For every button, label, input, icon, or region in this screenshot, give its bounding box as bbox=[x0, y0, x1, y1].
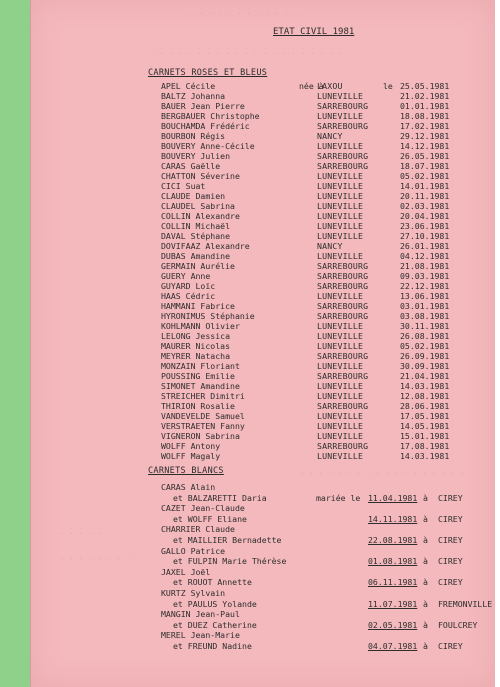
birth-date: 21.04.1981 bbox=[400, 371, 450, 381]
birth-place: SARREBOURG bbox=[317, 301, 369, 311]
birth-date: 14.05.1981 bbox=[400, 421, 450, 431]
birth-name: CLAUDEL Sabrina bbox=[161, 201, 235, 211]
birth-date: 22.12.1981 bbox=[400, 281, 450, 291]
birth-place: LUNEVILLE bbox=[317, 381, 364, 391]
birth-place: SARREBOURG bbox=[317, 311, 369, 321]
marriage-groom: CAZET Jean-Claude bbox=[161, 503, 245, 514]
birth-name: GUERY Anne bbox=[161, 271, 211, 281]
birth-place: NANCY bbox=[317, 241, 343, 251]
birth-date: 04.12.1981 bbox=[400, 251, 450, 261]
birth-name: THIRION Rosalie bbox=[161, 401, 235, 411]
birth-place: LUNEVILLE bbox=[317, 341, 364, 351]
birth-name: BOURBON Régis bbox=[161, 131, 226, 141]
bleed-through-text: · · · · · bbox=[60, 530, 103, 538]
birth-name: CICI Suat bbox=[161, 181, 206, 191]
bleed-through-text: · · · · · · · · bbox=[60, 555, 131, 563]
marriage-bride: et ROUOT Annette bbox=[173, 577, 252, 588]
birth-name: MAURER Nicolas bbox=[161, 341, 231, 351]
birth-date: 23.06.1981 bbox=[400, 221, 450, 231]
birth-place: LUNEVILLE bbox=[317, 201, 364, 211]
marriage-date: 11.04.1981 bbox=[368, 492, 418, 503]
birth-name: CLAUDE Damien bbox=[161, 191, 226, 201]
birth-date: 14.01.1981 bbox=[400, 181, 450, 191]
birth-place: LUNEVILLE bbox=[317, 221, 364, 231]
marriage-groom: KURTZ Sylvain bbox=[161, 588, 226, 598]
birth-date: 26.01.1981 bbox=[400, 241, 450, 251]
marriage-place: FOULCREY bbox=[438, 619, 478, 630]
marriage-groom: MANGIN Jean-Paul bbox=[161, 609, 240, 620]
birth-place: LUNEVILLE bbox=[317, 321, 364, 331]
birth-place: LUNEVILLE bbox=[317, 421, 364, 431]
birth-name: POUSSING Emilie bbox=[161, 371, 235, 381]
birth-name: BOUCHAMDA Frédéric bbox=[161, 121, 250, 131]
marriage-place: FREMONVILLE bbox=[438, 598, 493, 609]
a-label: à bbox=[423, 619, 428, 630]
birth-name: VERSTRAETEN Fanny bbox=[161, 421, 245, 431]
birth-name: STREICHER Dimitri bbox=[161, 391, 245, 401]
birth-place: LUNEVILLE bbox=[317, 391, 364, 401]
a-label: à bbox=[423, 577, 428, 588]
birth-name: CARAS Gaëlle bbox=[161, 161, 221, 171]
birth-date: 28.06.1981 bbox=[400, 401, 450, 411]
birth-date: 18.08.1981 bbox=[400, 111, 450, 121]
marriage-date: 04.07.1981 bbox=[368, 640, 418, 651]
document-title: ETAT CIVIL 1981 bbox=[273, 27, 355, 37]
birth-name: BERGBAUER Christophe bbox=[161, 111, 260, 121]
birth-name: HYRONIMUS Stéphanie bbox=[161, 311, 255, 321]
birth-name: KOHLMANN Olivier bbox=[161, 321, 240, 331]
birth-place: LUNEVILLE bbox=[317, 411, 364, 421]
birth-date: 13.06.1981 bbox=[400, 291, 450, 301]
marriage-bride: et FULPIN Marie Thérèse bbox=[173, 556, 287, 567]
birth-name: HAAS Cédric bbox=[161, 291, 216, 301]
marriage-bride: et FREUND Nadine bbox=[173, 640, 252, 651]
birth-place: LUNEVILLE bbox=[317, 191, 364, 201]
birth-date: 26.05.1981 bbox=[400, 151, 450, 161]
a-label: à bbox=[423, 556, 428, 567]
birth-place: LUNEVILLE bbox=[317, 171, 364, 181]
birth-name: WOLFF Magaly bbox=[161, 451, 221, 461]
nee-label: née à bbox=[299, 81, 324, 91]
marriage-groom: MEREL Jean-Marie bbox=[161, 630, 240, 641]
green-sheet-edge bbox=[0, 0, 30, 687]
birth-date: 14.03.1981 bbox=[400, 451, 450, 461]
birth-date: 26.08.1981 bbox=[400, 331, 450, 341]
birth-name: APEL Cécile bbox=[161, 81, 216, 91]
birth-name: GERMAIN Aurélie bbox=[161, 261, 235, 271]
birth-name: CHATTON Séverine bbox=[161, 171, 240, 181]
marriage-groom: CARAS Alain bbox=[161, 482, 216, 492]
birth-place: SARREBOURG bbox=[317, 101, 369, 111]
birth-name: COLLIN Alexandre bbox=[161, 211, 240, 221]
marriage-date: 01.08.1981 bbox=[368, 556, 418, 567]
birth-name: DUBAS Amandine bbox=[161, 251, 231, 261]
birth-place: LUNEVILLE bbox=[317, 451, 364, 461]
birth-name: BALTZ Johanna bbox=[161, 91, 226, 101]
a-label: à bbox=[423, 492, 428, 503]
birth-date: 18.07.1981 bbox=[400, 161, 450, 171]
birth-date: 25.05.1981 bbox=[400, 81, 450, 91]
marriage-place: CIREY bbox=[438, 513, 463, 524]
birth-date: 17.08.1981 bbox=[400, 441, 450, 451]
birth-name: WOLFF Antony bbox=[161, 441, 221, 451]
birth-place: NANCY bbox=[317, 131, 343, 141]
birth-date: 21.08.1981 bbox=[400, 261, 450, 271]
bleed-through-text: · · · · · · · · · · · · · · · · · · · · · bbox=[150, 50, 344, 58]
marriage-bride: et BALZARETTI Daria bbox=[173, 492, 267, 503]
birth-date: 20.11.1981 bbox=[400, 191, 450, 201]
le-label: le bbox=[383, 81, 393, 91]
birth-place: LUNEVILLE bbox=[317, 231, 364, 241]
birth-place: LUNEVILLE bbox=[317, 291, 364, 301]
birth-name: BOUVERY Anne-Cécile bbox=[161, 141, 255, 151]
birth-place: SARREBOURG bbox=[317, 151, 369, 161]
birth-place: LUNEVILLE bbox=[317, 331, 364, 341]
birth-date: 02.03.1981 bbox=[400, 201, 450, 211]
bleed-through-text: · · · · · · · · · · · · · · · · · · bbox=[300, 470, 466, 478]
a-label: à bbox=[423, 513, 428, 524]
birth-date: 03.08.1981 bbox=[400, 311, 450, 321]
birth-date: 26.09.1981 bbox=[400, 351, 450, 361]
birth-date: 17.05.1981 bbox=[400, 411, 450, 421]
birth-place: LUNEVILLE bbox=[317, 431, 364, 441]
birth-place: SARREBOURG bbox=[317, 351, 369, 361]
birth-name: BAUER Jean Pierre bbox=[161, 101, 245, 111]
marriage-bride: et DUEZ Catherine bbox=[173, 619, 257, 630]
birth-name: MONZAIN Floriant bbox=[161, 361, 240, 371]
marriage-place: CIREY bbox=[438, 556, 463, 567]
birth-date: 14.03.1981 bbox=[400, 381, 450, 391]
birth-place: SARREBOURG bbox=[317, 401, 369, 411]
section-heading-marriages: CARNETS BLANCS bbox=[148, 466, 224, 476]
marriage-date: 14.11.1981 bbox=[368, 513, 418, 524]
birth-date: 15.01.1981 bbox=[400, 431, 450, 441]
birth-date: 05.02.1981 bbox=[400, 171, 450, 181]
birth-name: GUYARD Loïc bbox=[161, 281, 216, 291]
marriage-bride: et WOLFF Eliane bbox=[173, 513, 247, 524]
birth-name: MEYRER Natacha bbox=[161, 351, 231, 361]
marriage-bride: et PAULUS Yolande bbox=[173, 598, 257, 609]
birth-place: LUNEVILLE bbox=[317, 91, 364, 101]
birth-place: LUNEVILLE bbox=[317, 111, 364, 121]
birth-date: 03.01.1981 bbox=[400, 301, 450, 311]
birth-name: BOUVERY Julien bbox=[161, 151, 231, 161]
birth-place: LUNEVILLE bbox=[317, 141, 364, 151]
birth-name: VIGNERON Sabrina bbox=[161, 431, 240, 441]
birth-name: DAVAL Stéphane bbox=[161, 231, 231, 241]
marriage-date: 06.11.1981 bbox=[368, 577, 418, 588]
birth-place: SARREBOURG bbox=[317, 441, 369, 451]
birth-name: DOVIFAAZ Alexandre bbox=[161, 241, 250, 251]
marriage-groom: CHARRIER Claude bbox=[161, 524, 235, 535]
birth-place: LUNEVILLE bbox=[317, 181, 364, 191]
birth-date: 12.08.1981 bbox=[400, 391, 450, 401]
birth-date: 17.02.1981 bbox=[400, 121, 450, 131]
marriage-bride: et MAILLIER Bernadette bbox=[173, 534, 282, 545]
birth-name: COLLIN Michaël bbox=[161, 221, 231, 231]
marriage-place: CIREY bbox=[438, 577, 463, 588]
a-label: à bbox=[423, 598, 428, 609]
birth-name: HAMMANI Fabrice bbox=[161, 301, 235, 311]
birth-place: SARREBOURG bbox=[317, 121, 369, 131]
birth-date: 20.04.1981 bbox=[400, 211, 450, 221]
birth-date: 14.12.1981 bbox=[400, 141, 450, 151]
mariee-label: mariée le bbox=[316, 492, 361, 503]
marriage-place: CIREY bbox=[438, 640, 463, 651]
marriage-date: 02.05.1981 bbox=[368, 619, 418, 630]
birth-date: 05.02.1981 bbox=[400, 341, 450, 351]
birth-date: 30.11.1981 bbox=[400, 321, 450, 331]
birth-date: 21.02.1981 bbox=[400, 91, 450, 101]
birth-place: SARREBOURG bbox=[317, 281, 369, 291]
section-heading-births: CARNETS ROSES ET BLEUS bbox=[148, 68, 268, 78]
a-label: à bbox=[423, 640, 428, 651]
birth-date: 27.10.1981 bbox=[400, 231, 450, 241]
birth-date: 01.01.1981 bbox=[400, 101, 450, 111]
birth-place: SARREBOURG bbox=[317, 271, 369, 281]
birth-date: 30.09.1981 bbox=[400, 361, 450, 371]
birth-place: SARREBOURG bbox=[317, 261, 369, 271]
a-label: à bbox=[423, 534, 428, 545]
birth-date: 29.12.1981 bbox=[400, 131, 450, 141]
marriage-place: CIREY bbox=[438, 492, 463, 503]
birth-place: LUNEVILLE bbox=[317, 211, 364, 221]
birth-name: SIMONET Amandine bbox=[161, 381, 240, 391]
marriage-date: 22.08.1981 bbox=[368, 534, 418, 545]
bleed-through-text: · · · · · · · · · · · · bbox=[190, 10, 299, 18]
marriage-date: 11.07.1981 bbox=[368, 598, 418, 609]
birth-place: SARREBOURG bbox=[317, 161, 369, 171]
birth-place: LUNEVILLE bbox=[317, 251, 364, 261]
birth-date: 09.03.1981 bbox=[400, 271, 450, 281]
birth-name: LELONG Jessica bbox=[161, 331, 231, 341]
birth-place: LAXOU bbox=[317, 81, 343, 91]
birth-name: VANDEVELDE Samuel bbox=[161, 411, 245, 421]
birth-place: LUNEVILLE bbox=[317, 361, 364, 371]
marriage-place: CIREY bbox=[438, 534, 463, 545]
marriage-groom: GALLO Patrice bbox=[161, 545, 226, 556]
birth-place: SARREBOURG bbox=[317, 371, 369, 381]
marriage-groom: JAXEL Joël bbox=[161, 566, 211, 577]
